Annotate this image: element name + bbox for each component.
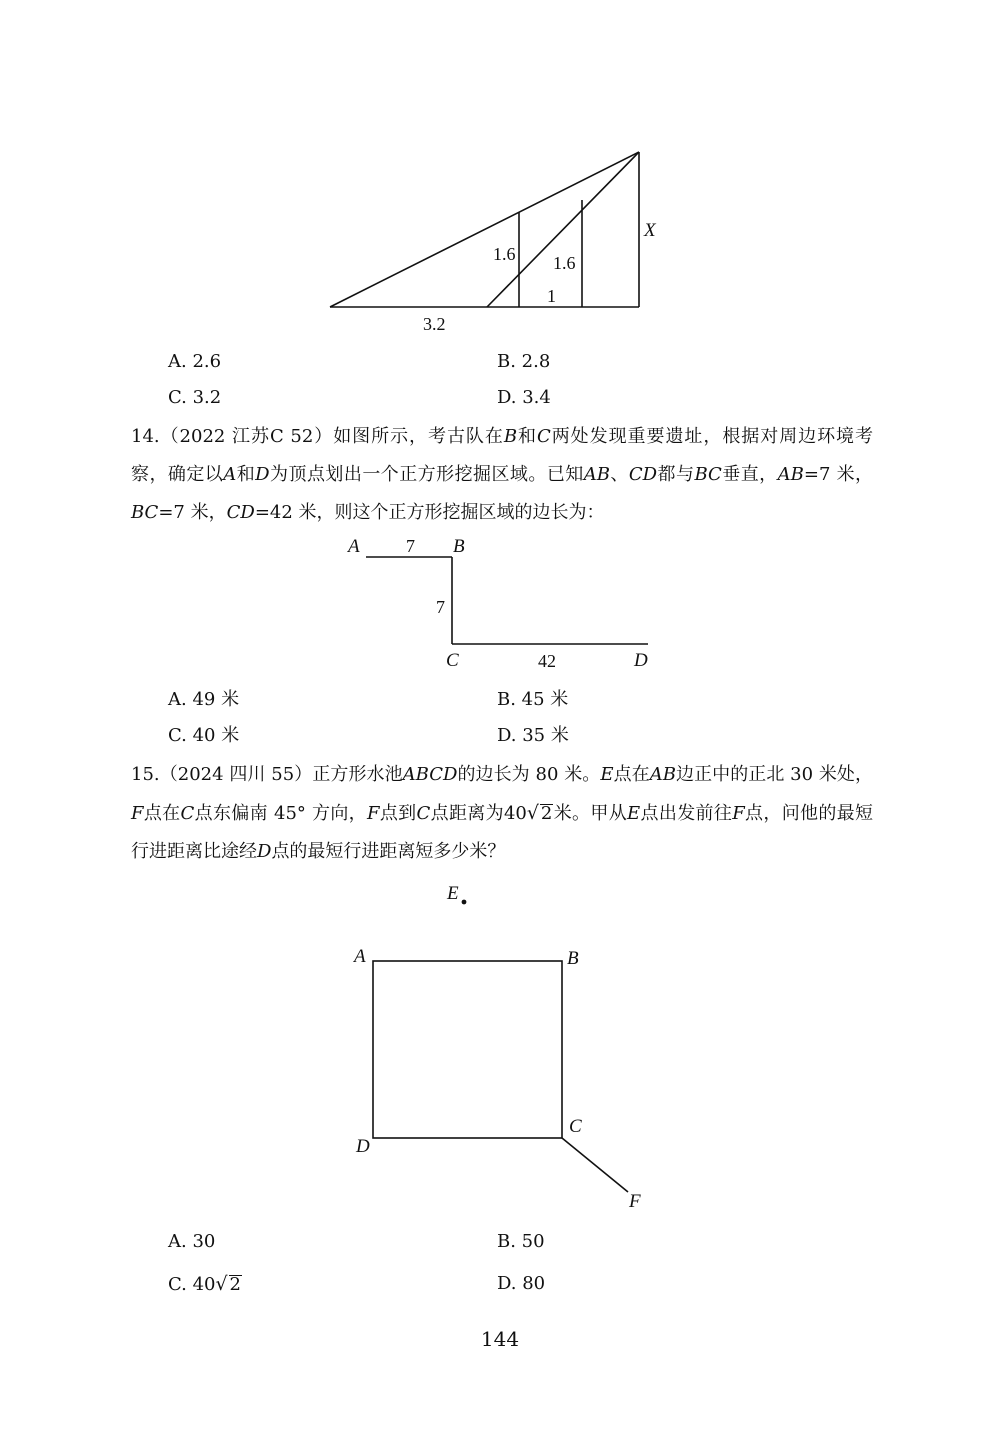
q15-source: （2024 四川 55）: [159, 764, 313, 785]
q15-text-4: 边正中的正北 30 米处，: [675, 764, 874, 785]
q14-var-a: A: [223, 464, 237, 485]
q14-text-8: 垂直，: [721, 464, 778, 485]
q14-text-3: 两处发现重要遗址，根据对周边环境考察，确定以: [131, 426, 874, 485]
q15-label-f: F: [629, 1191, 641, 1212]
q15-question-text: [131, 756, 873, 871]
q15-option-d[interactable]: D. 80: [497, 1273, 546, 1294]
q14-label-b: B: [453, 536, 465, 557]
q15-text-12: 点的最短行进距离短多少米？: [271, 841, 506, 862]
sqrt-symbol-icon: √: [526, 802, 539, 824]
q15-option-c[interactable]: [168, 1275, 242, 1294]
q14-step-figure: [0, 530, 1000, 680]
q15-text-2: 的边长为 80 米。: [457, 764, 601, 785]
q14-source: （2022 江苏C 52）: [159, 426, 334, 447]
q15-root-number: 2: [540, 803, 553, 824]
q15-label-b: B: [567, 948, 579, 969]
q15-var-c2: C: [416, 803, 431, 824]
q15-label-a: A: [354, 946, 366, 967]
q14-option-b[interactable]: B. 45 米: [497, 689, 569, 710]
q14-var-bc: BC: [694, 464, 722, 485]
q13-triangle-figure: [0, 0, 1000, 340]
q14-text-6: 、: [609, 464, 629, 485]
q13-option-a[interactable]: A. 2.6: [168, 351, 222, 372]
q15-option-c-root: 2: [229, 1274, 241, 1295]
q15-var-f: F: [131, 803, 144, 824]
q15-text-10: 点出发前往: [640, 803, 733, 824]
q13-option-d[interactable]: D. 3.4: [497, 387, 551, 408]
q13-option-b[interactable]: B. 2.8: [497, 351, 551, 372]
q14-text-1: 如图所示，考古队在: [333, 426, 504, 447]
q15-text-11: 点，问他的最短行进距离比途经: [131, 803, 874, 862]
q14-option-a[interactable]: A. 49 米: [168, 689, 240, 710]
q15-var-e2: E: [627, 803, 641, 824]
q15-square-figure: [0, 870, 1000, 1220]
q14-var-b: B: [503, 426, 518, 447]
q14-var-bc2: BC: [131, 502, 159, 523]
q14-number: 14.: [131, 426, 160, 447]
q14-label-cd: 42: [538, 651, 556, 671]
q15-label-d: D: [356, 1136, 370, 1157]
q14-var-cd: CD: [628, 464, 658, 485]
page-number: 144: [480, 1327, 520, 1351]
q13-label-x: X: [644, 220, 656, 241]
q15-text-9: 米。甲从: [553, 803, 628, 824]
q14-label-bc: 7: [436, 597, 445, 617]
q15-option-c-prefix: C. 40: [168, 1274, 216, 1295]
q14-var-ab2: AB: [777, 464, 804, 485]
q14-text-5: 为顶点划出一个正方形挖掘区域。已知: [269, 464, 584, 485]
q15-var-ab: AB: [649, 764, 676, 785]
q15-label-c: C: [569, 1116, 582, 1137]
q13-label-base: 3.2: [423, 314, 446, 334]
q14-text-7: 都与: [657, 464, 695, 485]
q15-option-a[interactable]: A. 30: [168, 1231, 216, 1252]
q15-var-f3: F: [732, 803, 745, 824]
q15-var-abcd: ABCD: [402, 764, 458, 785]
q13-label-seg: 1: [547, 286, 556, 306]
q13-inner-diagonal: [487, 152, 639, 307]
q14-label-d: D: [634, 650, 648, 671]
q15-text-1: 正方形水池: [312, 764, 403, 785]
q15-number: 15.: [131, 764, 160, 785]
q15-point-e: [462, 900, 467, 905]
q13-label-h2: 1.6: [553, 253, 576, 273]
q15-label-e: E: [447, 883, 459, 904]
q15-option-b[interactable]: B. 50: [497, 1231, 545, 1252]
q14-label-ab: 7: [406, 536, 415, 556]
q14-option-d[interactable]: D. 35 米: [497, 725, 569, 746]
q13-hypotenuse-line: [330, 152, 639, 307]
q14-label-c: C: [446, 650, 459, 671]
q13-option-c[interactable]: C. 3.2: [168, 387, 222, 408]
q15-segment-cf: [562, 1138, 628, 1192]
q14-option-c[interactable]: C. 40 米: [168, 725, 240, 746]
q14-text-9: =7 米，: [803, 464, 874, 485]
q15-text-3: 点在: [613, 764, 650, 785]
q15-text-5: 点在: [143, 803, 181, 824]
sqrt-symbol-icon: √: [215, 1273, 228, 1295]
q13-label-h1: 1.6: [493, 244, 516, 264]
q15-var-c: C: [180, 803, 195, 824]
q14-question-text: [131, 418, 873, 532]
q15-var-d: D: [257, 841, 272, 862]
q14-var-cd2: CD: [226, 502, 255, 523]
q15-square-abcd: [373, 961, 562, 1138]
q14-label-a: A: [348, 536, 360, 557]
q14-text-4: 和: [236, 464, 256, 485]
q15-var-f2: F: [367, 803, 380, 824]
q14-var-ab: AB: [583, 464, 610, 485]
q15-var-e: E: [600, 764, 614, 785]
q15-text-7: 点到: [379, 803, 417, 824]
q14-var-c: C: [536, 426, 551, 447]
q14-text-2: 和: [517, 426, 537, 447]
q15-text-6: 点东偏南 45° 方向，: [194, 803, 367, 824]
q14-var-d: D: [255, 464, 270, 485]
q14-text-10: =7 米，: [158, 502, 227, 523]
q15-text-8: 点距离为40: [430, 803, 527, 824]
q14-text-11: =42 米，则这个正方形挖掘区域的边长为：: [254, 502, 605, 523]
